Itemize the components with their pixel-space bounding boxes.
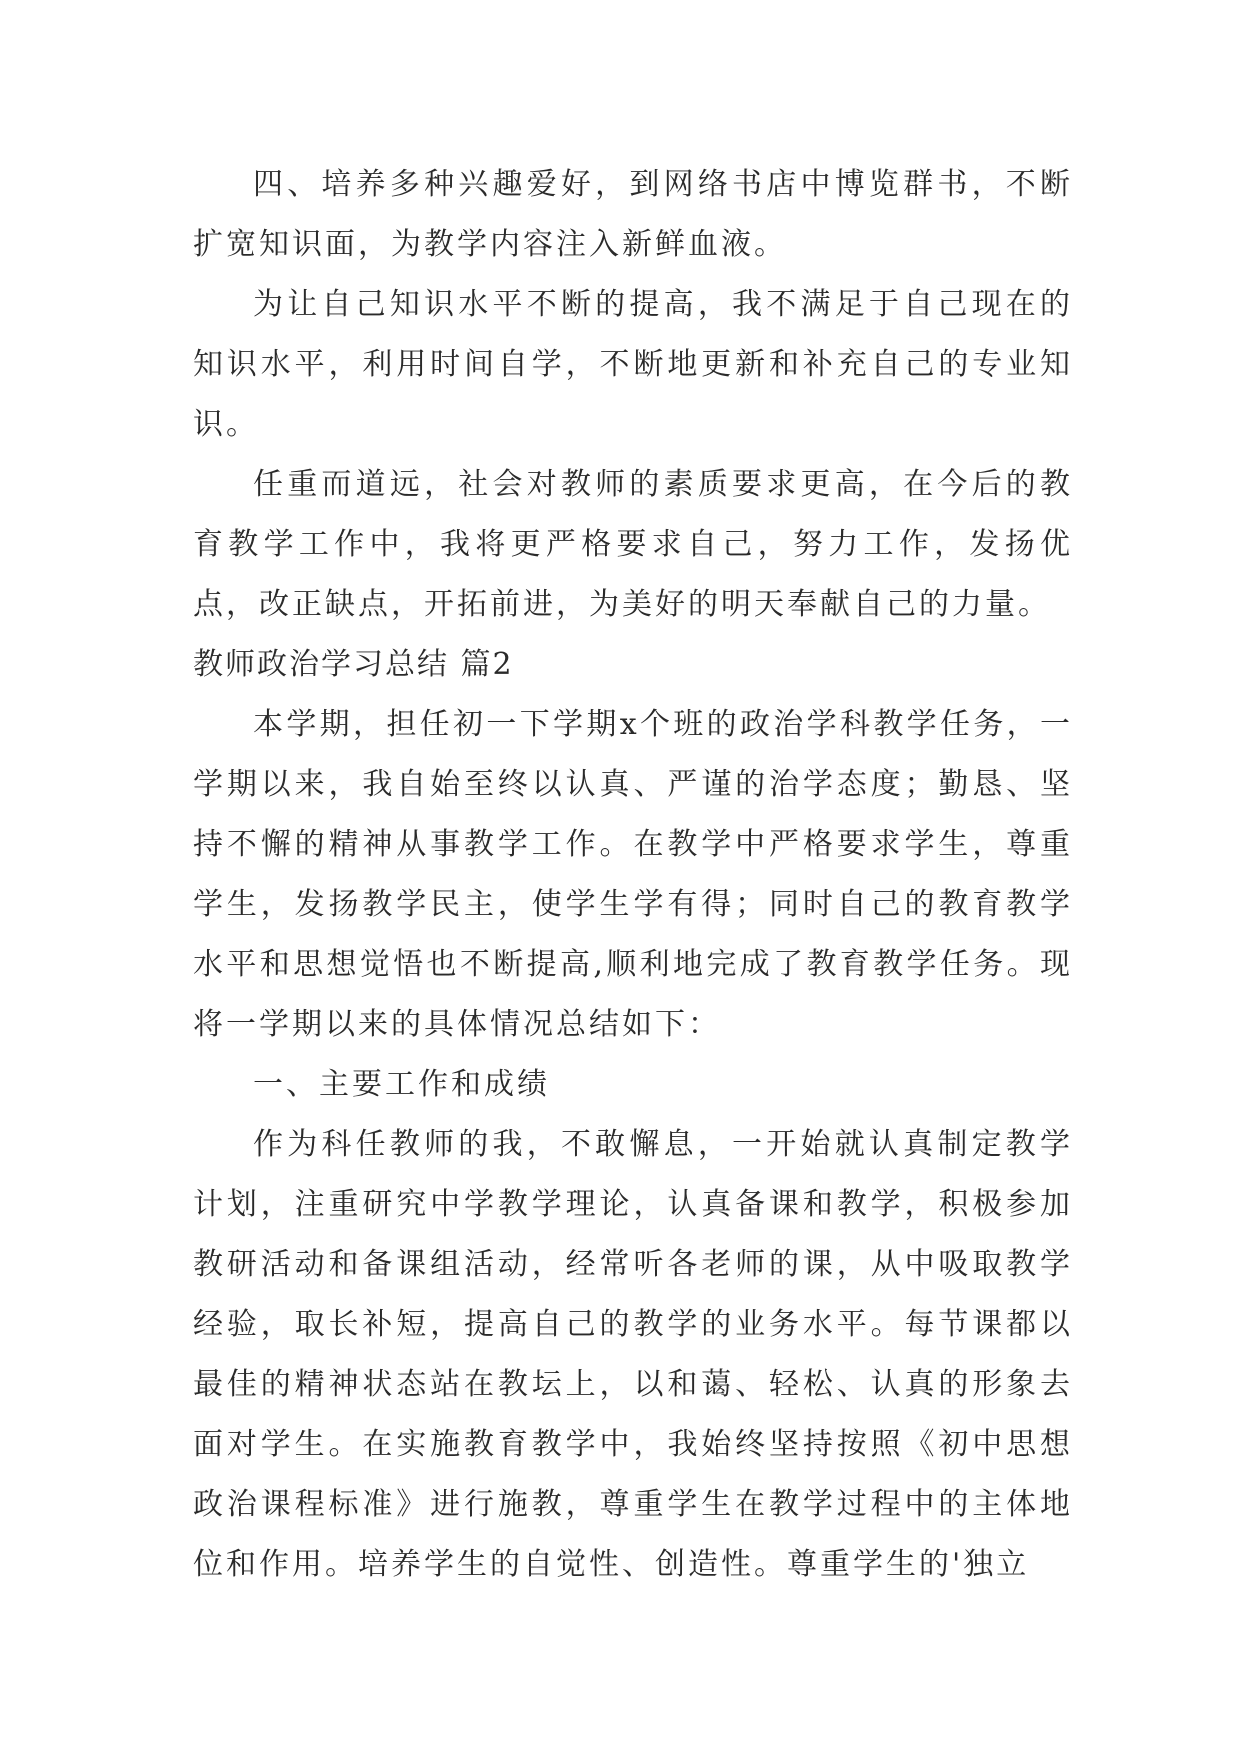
paragraph-hobbies: 四、培养多种兴趣爱好，到网络书店中博览群书，不断扩宽知识面，为教学内容注入新鲜血液。 [193, 167, 1073, 262]
paragraph-self-study: 为让自己知识水平不断的提高，我不满足于自己现在的知识水平，利用时间自学，不断地更新和补充自己的专业知识。 [193, 287, 1073, 442]
section-heading: 教师政治学习总结 篇2 [193, 647, 514, 682]
paragraph-outlook: 任重而道远，社会对教师的素质要求更高，在今后的教育教学工作中，我将更严格要求自己，努力工作，发扬优点，改正缺点，开拓前进，为美好的明天奉献自己的力量。 [193, 467, 1073, 622]
document-body [193, 155, 1073, 1595]
paragraph-semester-intro: 本学期，担任初一下学期x个班的政治学科教学任务，一学期以来，我自始至终以认真、严谨的治学态度；勤恳、坚持不懈的精神从事教学工作。在教学中严格要求学生，尊重学生，发扬教学民主，使学生学有得；同时自己的教育教学水平和思想觉悟也不断提高,顺利地完成了教育教学任务。现将一学期以来的具体情况总结如下： [193, 707, 1073, 1042]
paragraph-teaching-work: 作为科任教师的我，不敢懈息，一开始就认真制定教学计划，注重研究中学教学理论，认真备课和教学，积极参加教研活动和备课组活动，经常听各老师的课，从中吸取教学经验，取长补短，提高自己的教学的业务水平。每节课都以最佳的精神状态站在教坛上，以和蔼、轻松、认真的形象去面对学生。在实施教育教学中，我始终坚持按照《初中思想政治课程标准》进行施教，尊重学生在教学过程中的主体地位和作用。培养学生的自觉性、创造性。尊重学生的'独立 [193, 1127, 1073, 1582]
subheading-main-work: 一、主要工作和成绩 [253, 1067, 550, 1102]
